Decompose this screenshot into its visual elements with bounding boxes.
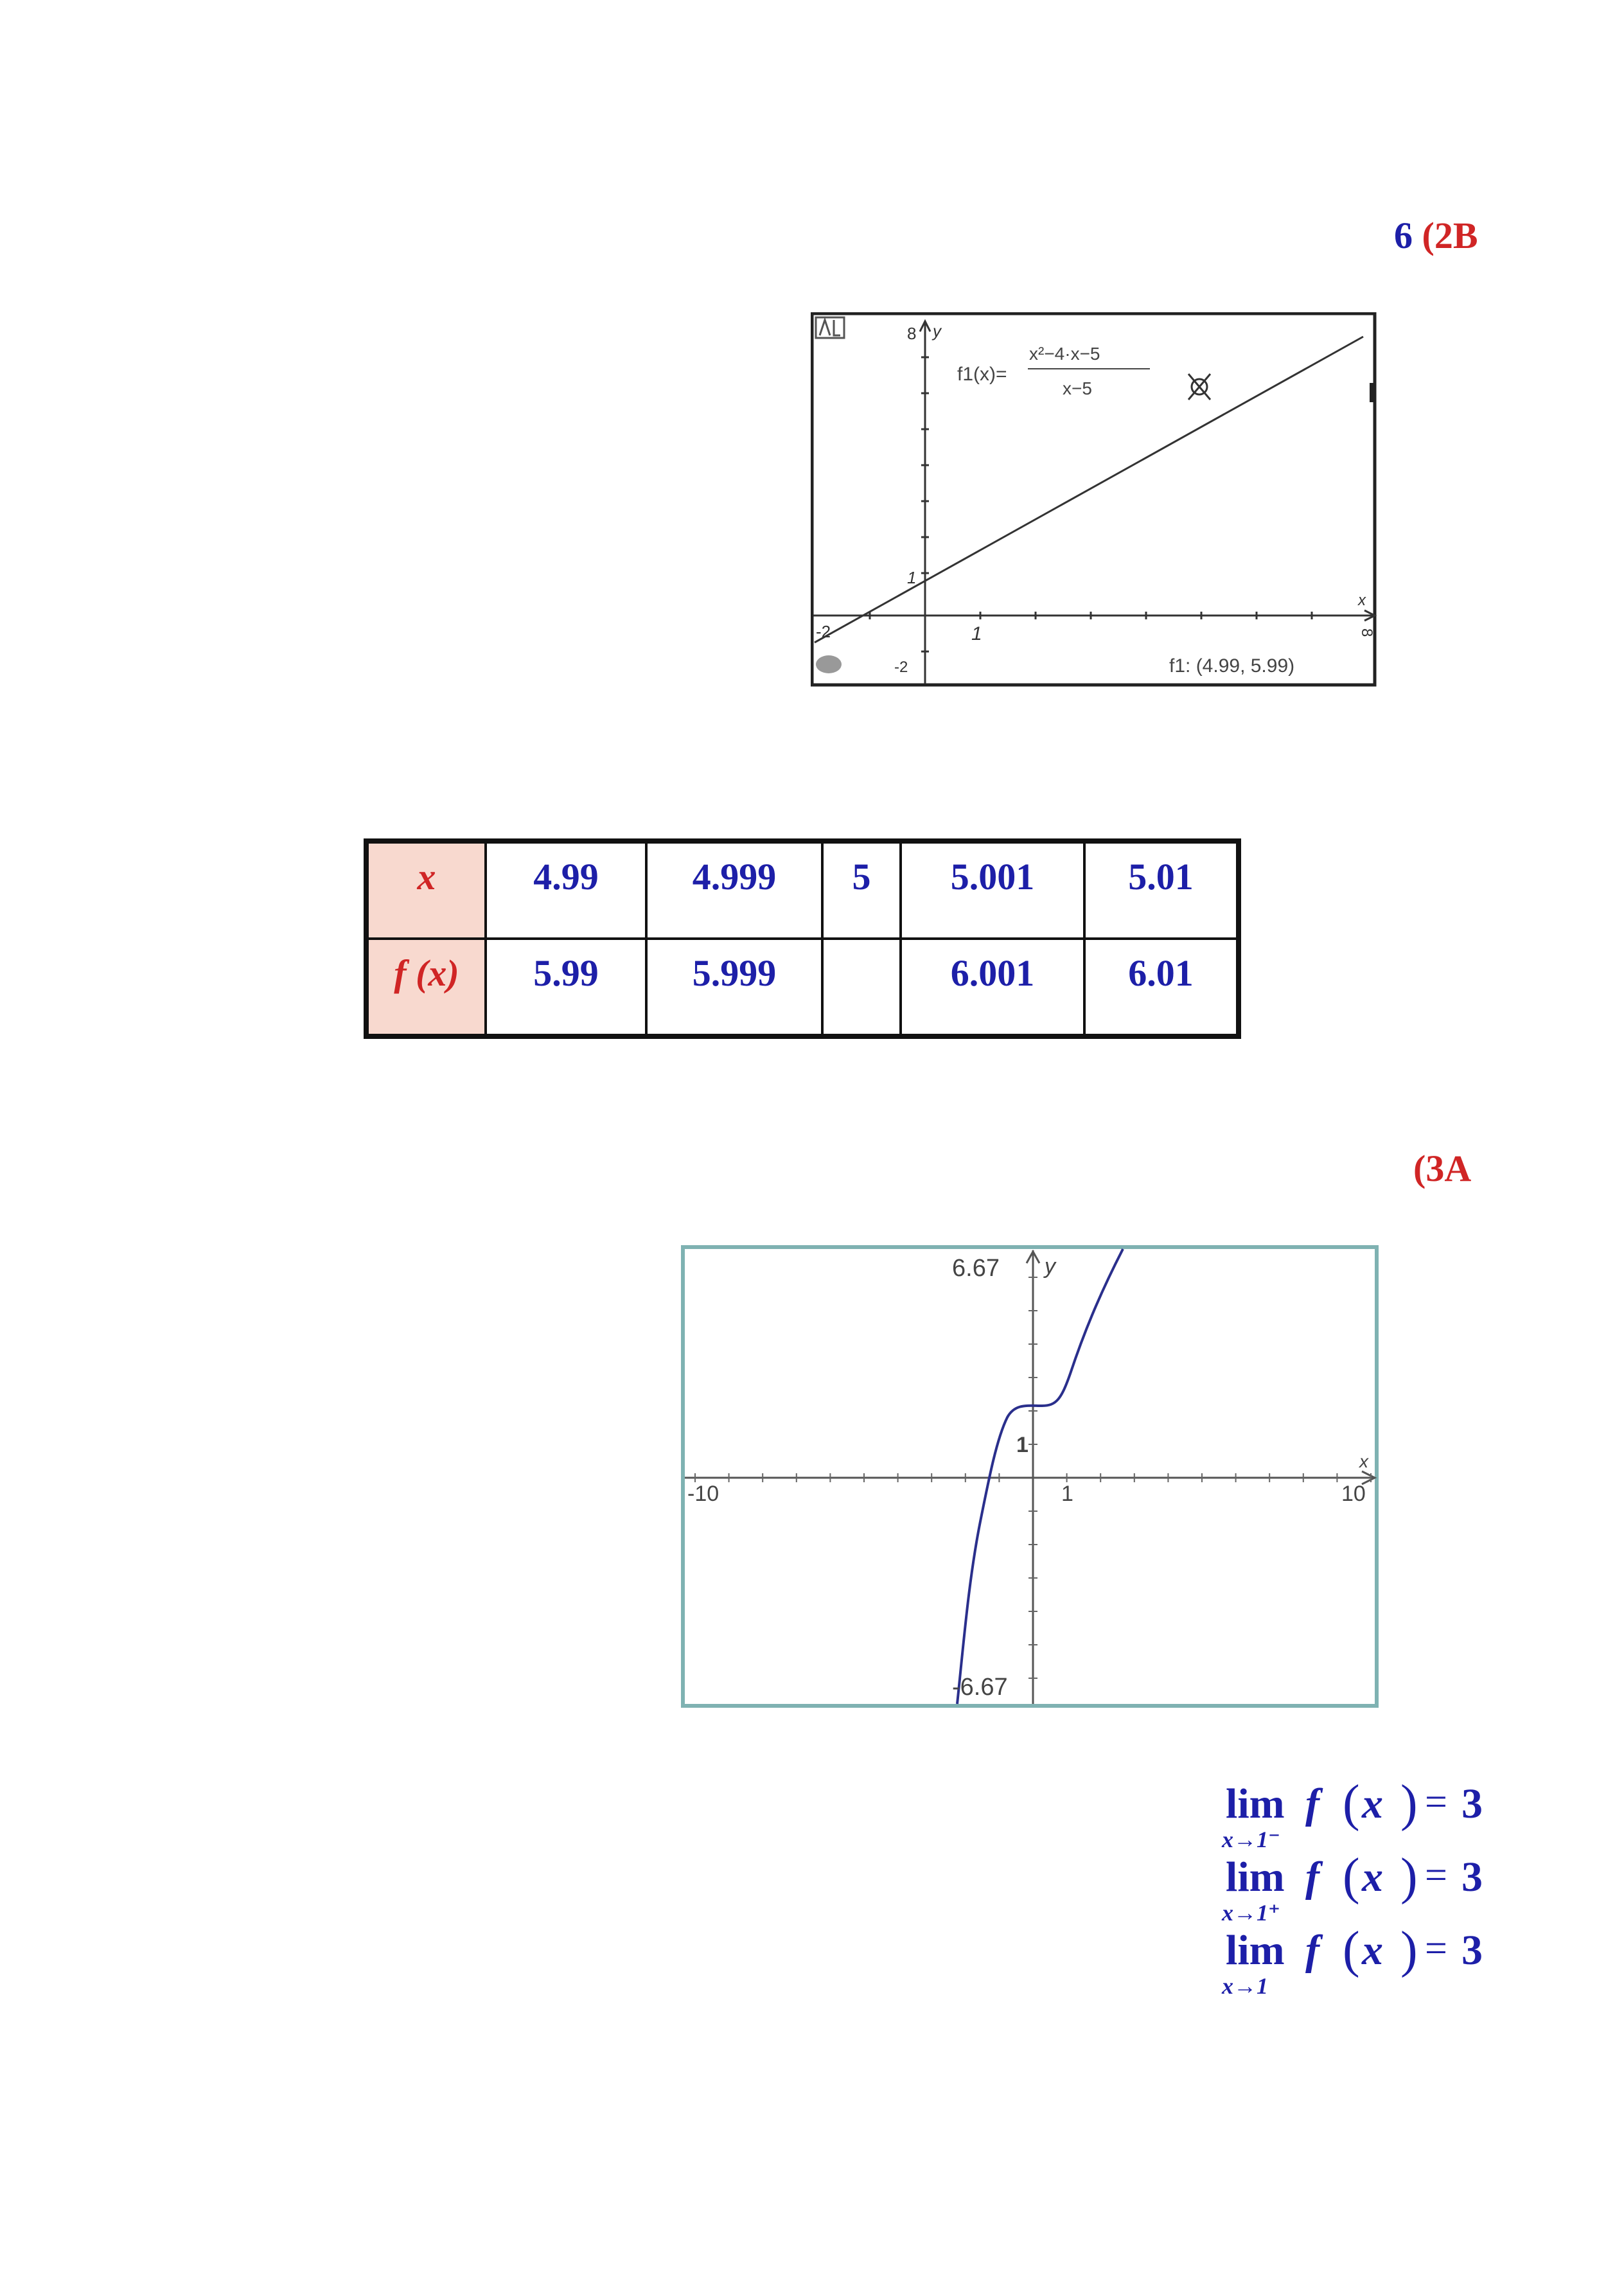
limit-two-sided: lim f ( x ) = 3 x→1 xyxy=(1222,1922,1483,1999)
question-number: 6 xyxy=(1394,215,1413,256)
x-min-label: -2 xyxy=(816,622,831,641)
table-cell: 5.99 xyxy=(486,939,646,1036)
part-label: (2B xyxy=(1422,215,1478,256)
x-one-label: 1 xyxy=(1061,1482,1073,1506)
y-min-label: -6.67 xyxy=(952,1674,1008,1701)
table-cell: 6.001 xyxy=(901,939,1084,1036)
table-cell: 5.999 xyxy=(646,939,822,1036)
x-axis-label: x xyxy=(1358,592,1366,609)
graph-frame xyxy=(683,1247,1377,1706)
y-axis-label: y xyxy=(1045,1254,1055,1279)
table-cell: 6.01 xyxy=(1084,939,1239,1036)
function-denominator: x−5 xyxy=(1063,378,1092,398)
table-cell: 5.001 xyxy=(901,841,1084,939)
function-lhs: f1(x)= xyxy=(957,364,1007,385)
y-max-label: 8 xyxy=(907,324,917,343)
x-header-cell xyxy=(366,841,486,939)
question-6-heading xyxy=(1394,217,1478,254)
y-axis-label: y xyxy=(933,321,941,341)
limit-left: lim f ( x ) = 3 x→1⁻ xyxy=(1222,1775,1483,1852)
part-3a-heading: (3A xyxy=(1413,1148,1472,1189)
y-max-label: 6.67 xyxy=(952,1255,1000,1282)
curve-graph xyxy=(681,1245,1380,1709)
x-max-label: 10 xyxy=(1341,1482,1366,1506)
values-table xyxy=(364,838,1241,1039)
table-cell: 5.01 xyxy=(1084,841,1239,939)
fx-header-cell xyxy=(366,939,486,1036)
x-axis-label: x xyxy=(1359,1451,1368,1471)
x-max-label: 8 xyxy=(1358,628,1375,637)
table-cell xyxy=(822,939,901,1036)
y-one-label: 1 xyxy=(907,568,917,587)
nav-icon xyxy=(816,655,842,673)
table-cell: 4.999 xyxy=(646,841,822,939)
table-row-fx xyxy=(366,939,1239,1036)
x-header: x xyxy=(417,856,436,898)
table-cell: 5 xyxy=(822,841,901,939)
table-row-x xyxy=(366,841,1239,939)
x-one-label: 1 xyxy=(971,623,982,644)
y-one-label: 1 xyxy=(1016,1433,1028,1457)
y-min-label: -2 xyxy=(894,659,908,676)
point-readout: f1: (4.99, 5.99) xyxy=(1169,655,1295,677)
fx-header: f (x) xyxy=(394,952,459,994)
linear-graph xyxy=(811,312,1377,687)
table-cell: 4.99 xyxy=(486,841,646,939)
limit-right: lim f ( x ) = 3 x→1⁺ xyxy=(1222,1848,1483,1926)
function-numerator: x²−4·x−5 xyxy=(1029,344,1100,364)
x-min-label: -10 xyxy=(687,1482,719,1506)
